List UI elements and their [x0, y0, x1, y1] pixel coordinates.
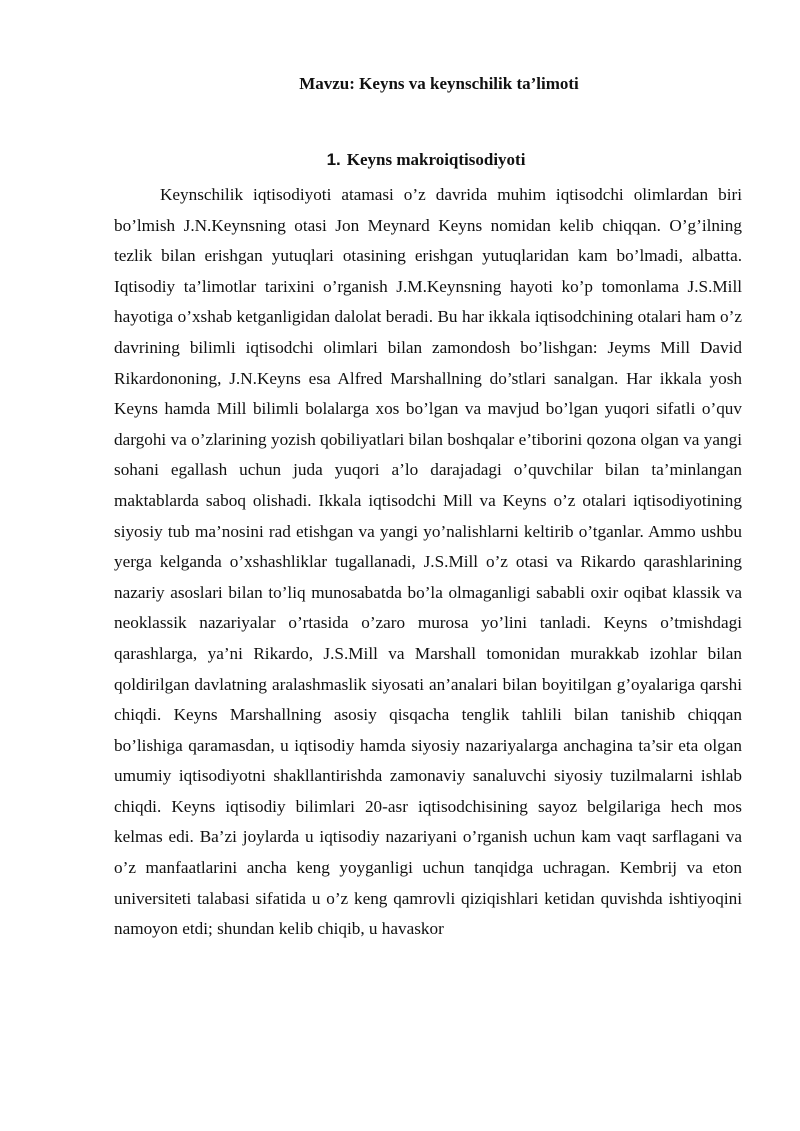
section-heading — [0, 150, 800, 170]
section-number: 1. — [326, 150, 341, 169]
document-title: Mavzu: Keyns va keynschilik ta’limoti — [299, 74, 579, 93]
section-heading-text: Keyns makroiqtisodiyoti — [346, 150, 526, 169]
body-paragraph: Keynschilik iqtisodiyoti atamasi o’z davrida muhim iqtisodchi olimlardan biri bo’lmish J.N.Keynsning otasi Jon Meynard Keyns nomidan kelib chiqqan. O’g’ilning tezlik bilan erishgan yutuqlari otasining erishgan yutuqlaridan kam bo’lmadi, albatta. Iqtisodiy ta’limotlar tarixini o’rganish J.M.Keynsning hayoti ko’p tomonlama J.S.Mill hayotiga o’xshab ketganligidan dalolat beradi. Bu har ikkala iqtisodchining otalari ham o’z davrining bilimli iqtisodchi olimlari bilan zamondosh bo’lishgan: Jeyms Mill David Rikardononing, J.N.Keyns esa Alfred Marshallning do’stlari sanalgan. Har ikkala yosh Keyns hamda Mill bilimli bolalarga xos bo’lgan va mavjud bo’lgan yuqori sifatli o’quv dargohi va o’zlarining yozish qobiliyatlari bilan boshqalar e’tiborini qozona olgan va yangi sohani egallash uchun juda yuqori a’lo darajadagi o’quvchilar bilan ta’minlangan maktablarda saboq olishadi. Ikkala iqtisodchi Mill va Keyns o’z otalari iqtisodiyotining siyosiy tub ma’nosini rad etishgan va yangi yo’nalishlarni keltirib o’tganlar. Ammo ushbu yerga kelganda o’xshashliklar tugallanadi, J.S.Mill o’z otasi va Rikardo qarashlarining nazariy asoslari bilan to’liq munosabatda bo’la olmaganligi sababli oxir oqibat klassik va neoklassik nazariyalar o’rtasida o’zaro murosa yo’lini tanladi. Keyns o’tmishdagi qarashlarga, ya’ni Rikardo, J.S.Mill va Marshall tomonidan murakkab izohlar bilan qoldirilgan davlatning aralashmaslik siyosati an’analari bilan boyitilgan g’oyalariga qarshi chiqdi. Keyns Marshallning asosiy qisqacha tenglik tahlili bilan tanishib chiqqan bo’lishiga qaramasdan, u iqtisodiy hamda siyosiy nazariyalarga anchagina ta’sir eta olgan umumiy iqtisodiyotni shakllantirishda zamonaviy sanaluvchi siyosiy tuzilmalarni ishlab chiqdi. Keyns iqtisodiy bilimlari 20-asr iqtisodchisining sayoz belgilariga hech mos kelmas edi. Ba’zi joylarda u iqtisodiy nazariyani o’rganish uchun kam vaqt sarflagani va o’z manfaatlarini ancha keng yoyganligi uchun tanqidga uchragan. Kembrij va eton universiteti talabasi sifatida u o’z keng qamrovli qiziqishlari ketidan quvishda ishtiyoqini namoyon etdi; shundan kelib chiqib, u havaskor — [114, 185, 742, 939]
